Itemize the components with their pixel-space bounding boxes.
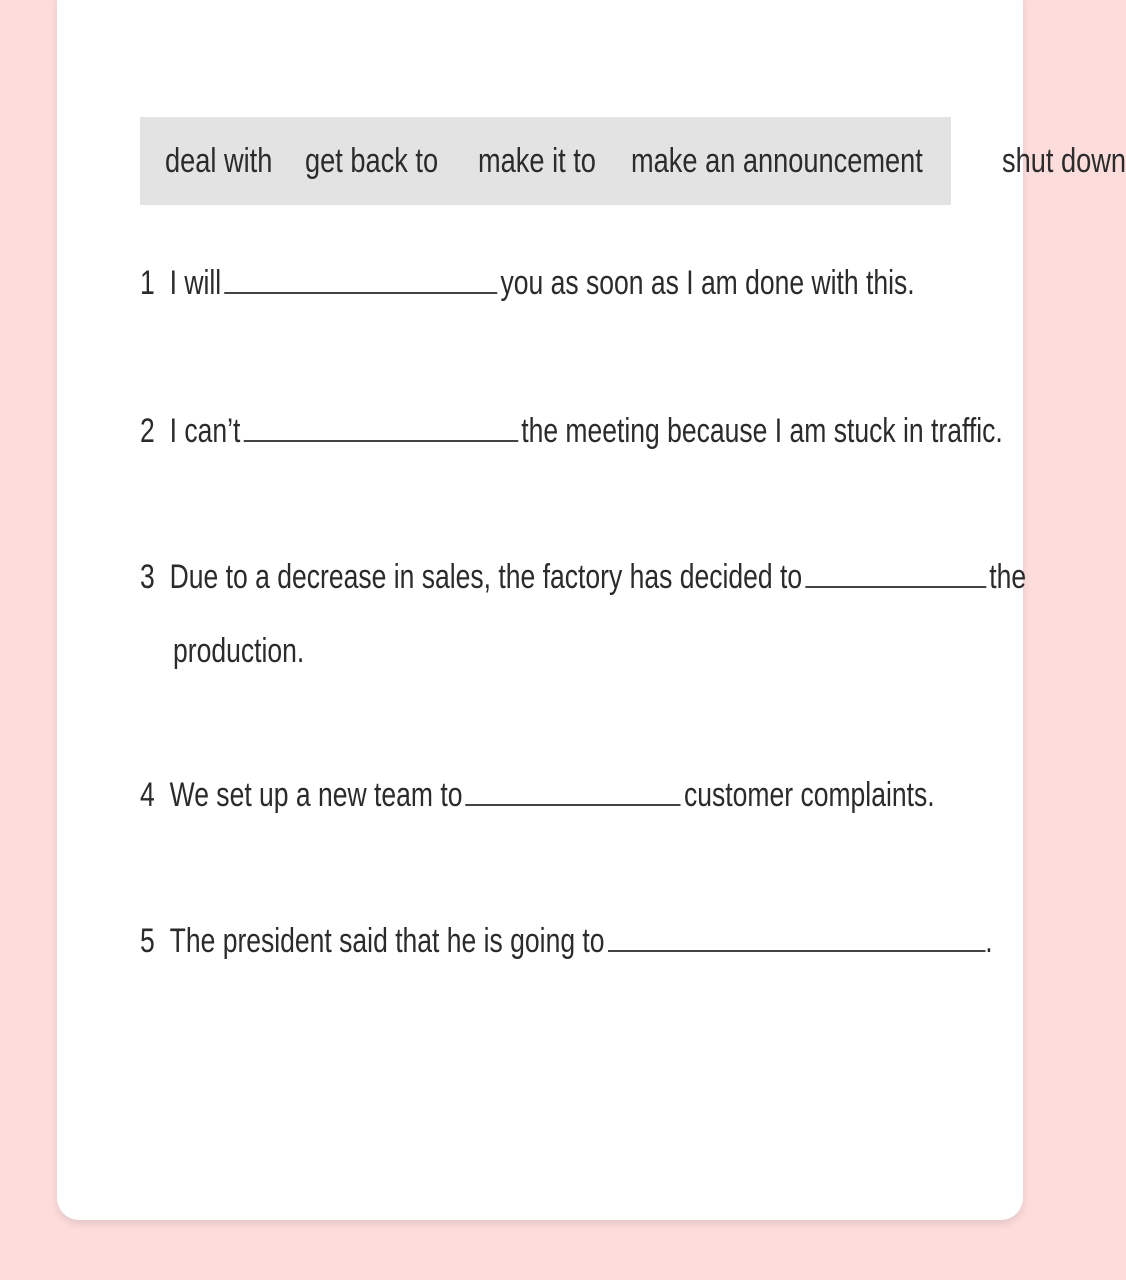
exercise-number: 5 [140,922,155,960]
exercise-text-before: Due to a decrease in sales, the factory has decided to [169,558,803,596]
word-bank-item: make an announcement [630,141,923,180]
exercise-item-2 [140,412,1003,451]
exercise-item-5 [140,922,993,961]
answer-blank[interactable] [224,291,497,294]
exercise-number: 2 [140,412,155,450]
exercise-text-before: The president said that he is going to [169,922,605,960]
answer-blank[interactable] [244,439,519,442]
word-bank-item: shut down [1001,141,1126,180]
answer-blank[interactable] [466,803,681,806]
answer-blank[interactable] [608,949,986,952]
exercise-text-before: We set up a new team to [169,776,463,814]
exercise-number: 4 [140,776,155,814]
word-bank-item: deal with [165,141,273,180]
exercise-text-before: I can’t [169,412,241,450]
exercise-continuation: production. [173,632,305,670]
exercise-text-after: you as soon as I am done with this. [500,264,915,302]
exercise-text-after: customer complaints. [684,776,935,814]
answer-blank[interactable] [805,585,986,588]
exercise-text-after: the meeting because I am stuck in traffic. [521,412,1003,450]
exercise-number: 1 [140,264,155,302]
word-bank-item: get back to [305,141,439,180]
word-bank [140,117,1126,205]
exercise-text-after: the [989,558,1027,596]
exercise-item-4 [140,776,935,815]
exercise-text-after: . [985,922,993,960]
exercise-text-before: I will [169,264,222,302]
exercise-item-3 [140,558,1026,597]
exercise-item-1 [140,264,915,303]
exercise-number: 3 [140,558,155,596]
word-bank-item: make it to [477,141,596,180]
